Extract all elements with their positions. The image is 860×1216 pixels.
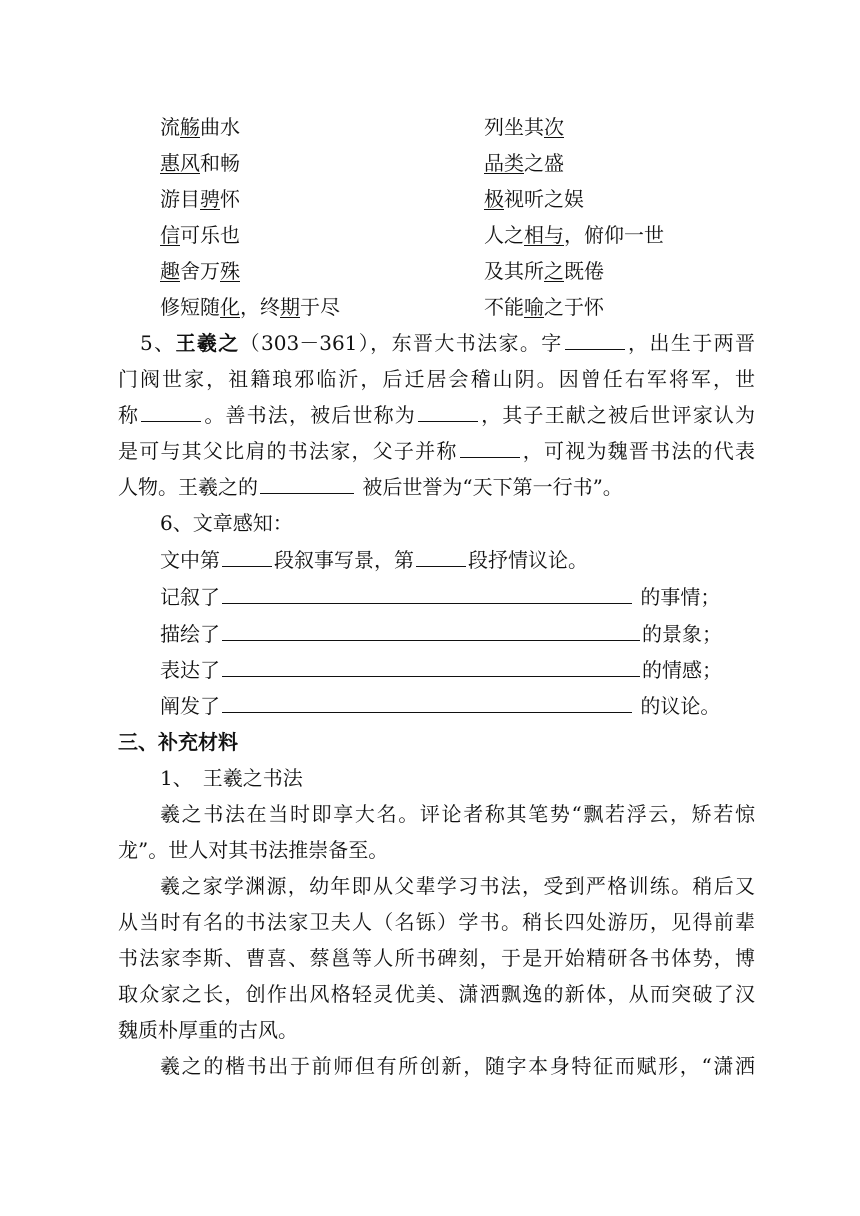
q6-row-2: 描绘了 的景象； [160, 622, 722, 646]
q6-line-1: 文中第 段叙事写景，第 段抒情议论。 [160, 548, 588, 572]
paragraph-2-line-4: 取众家之长，创作出风格轻灵优美、潇洒飘逸的新体，从而突破了汉 [118, 982, 755, 1006]
subsection-title: 1、 王羲之书法 [160, 766, 303, 790]
q5-line-5: 人物。王羲之的 被后世誉为“天下第一行书”。 [118, 475, 623, 499]
answer-blank[interactable] [260, 475, 354, 494]
phrase-left-2: 惠风和畅 [160, 151, 240, 175]
answer-blank[interactable] [222, 585, 632, 604]
answer-blank[interactable] [222, 622, 640, 641]
answer-blank[interactable] [460, 439, 520, 458]
phrase-right-5: 及其所之既倦 [484, 259, 604, 283]
phrase-left-4: 信可乐也 [160, 223, 240, 247]
phrase-right-3: 极视听之娱 [484, 187, 584, 211]
answer-blank[interactable] [565, 331, 625, 350]
q5-line-4: 是可与其父比肩的书法家，父子并称 ，可视为魏晋书法的代表 [118, 439, 756, 463]
paragraph-2-line-5: 魏质朴厚重的古风。 [118, 1018, 298, 1042]
q6-row-1: 记叙了 的事情； [160, 585, 721, 609]
phrase-right-2: 品类之盛 [484, 151, 564, 175]
q5-line-2: 门阀世家，祖籍琅邪临沂，后迁居会稽山阴。因曾任右军将军，世 [118, 367, 755, 391]
q5-line-1: 5、王羲之（303－361），东晋大书法家。字 ，出生于两晋 [140, 331, 755, 355]
paragraph-2-line-2: 从当时有名的书法家卫夫人（名铄）学书。稍长四处游历，见得前辈 [118, 910, 755, 934]
phrase-left-3: 游目骋怀 [160, 187, 240, 211]
phrase-left-6: 修短随化，终期于尽 [160, 295, 340, 319]
phrase-right-6: 不能喻之于怀 [484, 295, 604, 319]
q6-row-3: 表达了 的情感； [160, 658, 722, 682]
q5-line-3: 称 。善书法，被后世称为 ，其子王献之被后世评家认为 [118, 403, 756, 427]
phrase-right-1: 列坐其次 [484, 115, 564, 139]
section-heading: 三、补充材料 [118, 730, 238, 754]
paragraph-3-line-1: 羲之的楷书出于前师但有所创新，随字本身特征而赋形，“潇洒 [160, 1054, 755, 1078]
answer-blank[interactable] [222, 658, 640, 677]
q6-title: 6、文章感知： [160, 511, 293, 535]
answer-blank[interactable] [222, 694, 632, 713]
paragraph-1-line-2: 龙”。世人对其书法推崇备至。 [118, 838, 389, 862]
paragraph-2-line-3: 书法家李斯、曹喜、蔡邕等人所书碑刻，于是开始精研各书体势，博 [118, 946, 755, 970]
answer-blank[interactable] [418, 403, 478, 422]
answer-blank[interactable] [141, 403, 201, 422]
phrase-left-5: 趣舍万殊 [160, 259, 240, 283]
phrase-left-1: 流觞曲水 [160, 115, 240, 139]
phrase-right-4: 人之相与，俯仰一世 [484, 223, 664, 247]
q6-row-4: 阐发了 的议论。 [160, 694, 721, 718]
answer-blank[interactable] [222, 548, 272, 567]
paragraph-2-line-1: 羲之家学渊源，幼年即从父辈学习书法，受到严格训练。稍后又 [160, 874, 755, 898]
paragraph-1-line-1: 羲之书法在当时即享大名。评论者称其笔势“飘若浮云，矫若惊 [160, 802, 755, 826]
answer-blank[interactable] [416, 548, 466, 567]
